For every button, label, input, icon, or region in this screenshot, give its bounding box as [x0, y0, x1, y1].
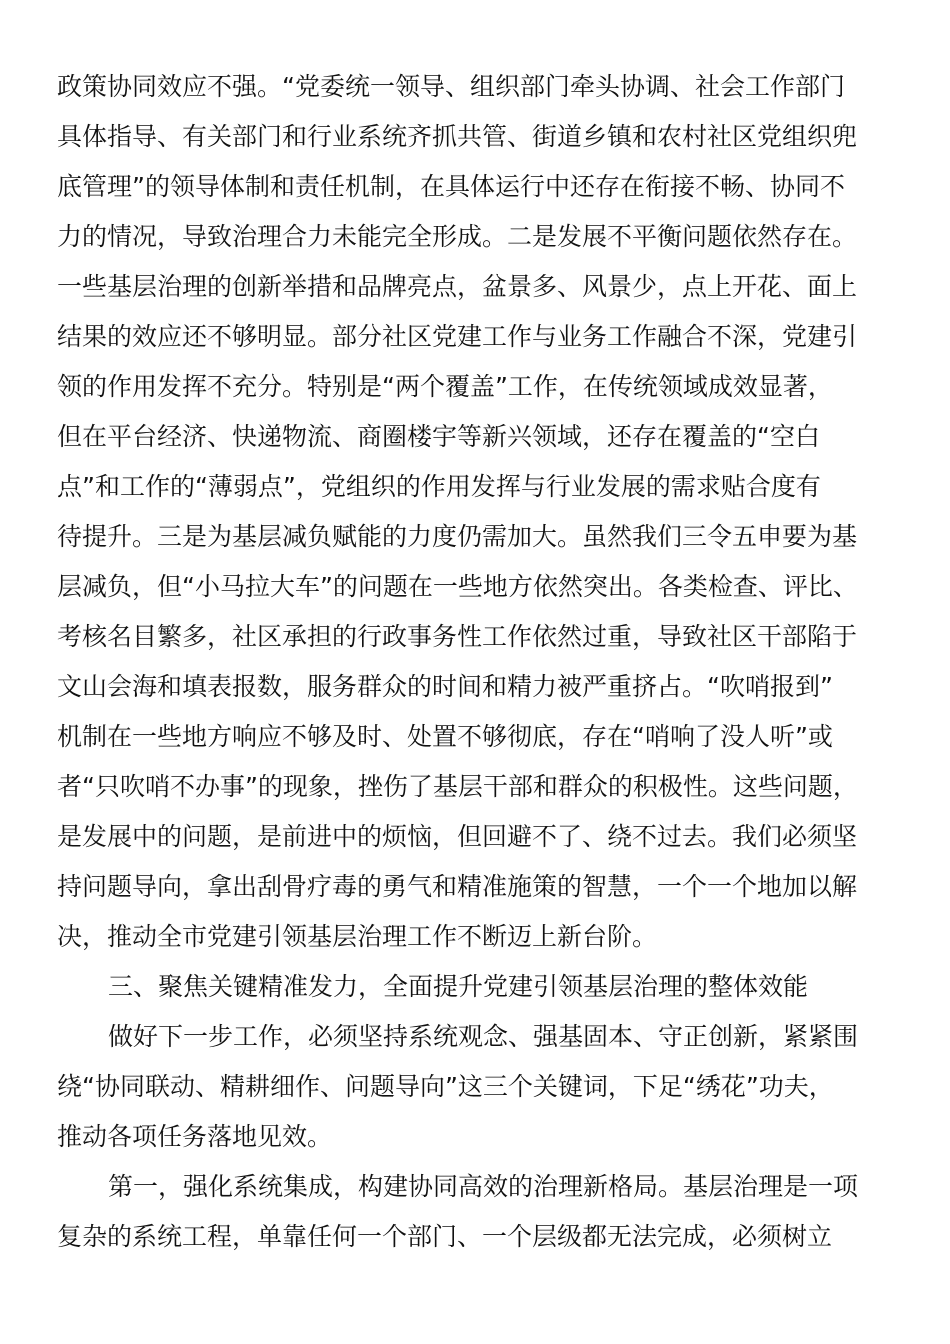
text-line: 层减负，但“小马拉大车”的问题在一些地方依然突出。各类检查、评比、: [57, 572, 858, 601]
text-line: 政策协同效应不强。“党委统一领导、组织部门牵头协调、社会工作部门: [57, 72, 845, 101]
text-line: 点”和工作的“薄弱点”，党组织的作用发挥与行业发展的需求贴合度有: [57, 472, 821, 501]
text-line: 考核名目繁多，社区承担的行政事务性工作依然过重，导致社区干部陷于: [57, 622, 858, 651]
text-line: 但在平台经济、快递物流、商圈楼宇等新兴领域，还存在覆盖的“空白: [57, 422, 820, 451]
text-line: 者“只吹哨不办事”的现象，挫伤了基层干部和群众的积极性。这些问题，: [57, 772, 858, 801]
text-line: 文山会海和填表报数，服务群众的时间和精力被严重挤占。“吹哨报到”: [57, 672, 833, 701]
text-line: 决，推动全市党建引领基层治理工作不断迈上新台阶。: [57, 922, 658, 951]
text-line: 做好下一步工作，必须坚持系统观念、强基固本、守正创新，紧紧围: [108, 1022, 859, 1051]
text-line: 复杂的系统工程，单靠任何一个部门、一个层级都无法完成，必须树立: [57, 1222, 833, 1251]
text-line: 持问题导向，拿出刮骨疗毒的勇气和精准施策的智慧，一个一个地加以解: [57, 872, 858, 901]
text-line: 第一，强化系统集成，构建协同高效的治理新格局。基层治理是一项: [108, 1172, 859, 1201]
text-line: 绕“协同联动、精耕细作、问题导向”这三个关键词，下足“绣花”功夫，: [57, 1072, 834, 1101]
text-line: 是发展中的问题，是前进中的烦恼，但回避不了、绕不过去。我们必须坚: [57, 822, 858, 851]
text-line: 具体指导、有关部门和行业系统齐抓共管、街道乡镇和农村社区党组织兜: [57, 122, 858, 151]
text-line: 结果的效应还不够明显。部分社区党建工作与业务工作融合不深，党建引: [57, 322, 858, 351]
text-line: 底管理”的领导体制和责任机制，在具体运行中还存在衔接不畅、协同不: [57, 172, 845, 201]
text-line: 力的情况，导致治理合力未能完全形成。二是发展不平衡问题依然存在。: [57, 222, 858, 251]
text-line: 机制在一些地方响应不够及时、处置不够彻底，存在“哨响了没人听”或: [57, 722, 833, 751]
text-line: 推动各项任务落地见效。: [57, 1122, 333, 1151]
section-heading: 三、聚焦关键精准发力，全面提升党建引领基层治理的整体效能: [108, 972, 809, 1001]
text-line: 待提升。三是为基层减负赋能的力度仍需加大。虽然我们三令五申要为基: [57, 522, 858, 551]
text-line: 一些基层治理的创新举措和品牌亮点，盆景多、风景少，点上开花、面上: [57, 272, 858, 301]
text-line: 领的作用发挥不充分。特别是“两个覆盖”工作，在传统领域成效显著，: [57, 372, 833, 401]
